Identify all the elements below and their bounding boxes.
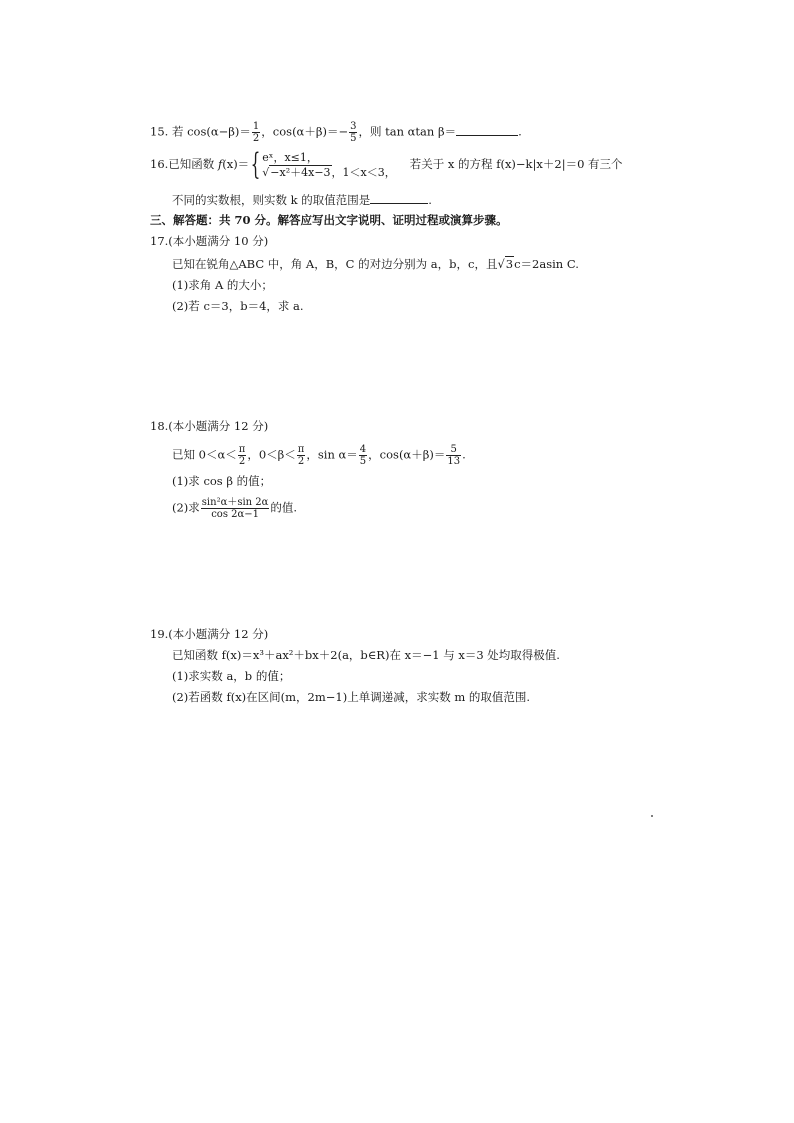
q16-text-c: 若关于 x 的方程 f(x)−k|x＋2|＝0 有三个 (409, 157, 623, 171)
q17-part-2: (2)若 c＝3，b＝4，求 a. (172, 299, 304, 313)
q18-heading: 18.(本小题满分 12 分) (150, 419, 269, 433)
q18-stem-5: . (462, 447, 466, 462)
fraction-numerator: sin²α＋sin 2α (201, 497, 269, 508)
q15-text-2: ，cos(α＋β)＝− (261, 124, 349, 139)
q18-part-2-b: 的值. (270, 500, 298, 515)
q16-answer-blank[interactable] (370, 192, 428, 204)
q19-part-1: (1)求实数 a，b 的值； (172, 669, 291, 683)
fraction-denominator: 13 (447, 456, 461, 467)
fraction-denominator: 5 (350, 133, 357, 144)
q17-stem (172, 256, 579, 272)
q18-part-2-fraction (201, 497, 270, 520)
q18-part-1: (1)求 cos β 的值； (172, 474, 272, 488)
q19-heading: 19.(本小题满分 12 分) (150, 627, 269, 641)
fraction-numerator: π (297, 444, 305, 455)
q15-number: 15. (150, 124, 169, 139)
q16-period: . (428, 193, 432, 207)
fraction-denominator: 2 (238, 456, 246, 467)
fraction-numerator: 4 (359, 444, 367, 455)
q18-fraction-5-13 (446, 444, 461, 467)
q18-part-2-a: (2)求 (172, 500, 200, 515)
q18-fraction-pi-2a (238, 444, 247, 467)
sqrt-icon: √ (497, 257, 505, 271)
q17-stem-b: c＝2asin C. (514, 257, 579, 271)
q15-answer-blank[interactable] (456, 124, 518, 136)
fraction-denominator: cos 2α−1 (211, 509, 259, 520)
q19-part-2: (2)若函数 f(x)在区间(m，2m−1)上单调递减，求实数 m 的取值范围. (172, 690, 531, 704)
q18-stem-1: 已知 0＜α＜ (172, 447, 237, 462)
fraction-denominator: 2 (297, 456, 305, 467)
question-15 (150, 121, 522, 144)
fraction-denominator: 2 (252, 133, 260, 144)
q16-radicand: −x²＋4x−3 (270, 166, 331, 179)
q16-case-1: eˣ，x≤1， (262, 151, 318, 164)
q16-case-2-cond: ，1＜x＜3， (331, 166, 396, 179)
fraction-numerator: π (238, 444, 246, 455)
q16-text-a: 已知函数 (168, 157, 218, 171)
q15-text-1: α−β)＝ (210, 124, 251, 139)
q18-stem-4: ，cos(α＋β)＝ (368, 447, 446, 462)
q18-stem (172, 444, 466, 467)
q18-stem-2: ，0＜β＜ (247, 447, 296, 462)
fraction-denominator: 5 (359, 456, 367, 467)
q18-fraction-pi-2b (297, 444, 306, 467)
q17-part-1: (1)求角 A 的大小； (172, 278, 273, 292)
fraction-numerator: 5 (446, 444, 461, 456)
fraction-numerator: 1 (252, 121, 260, 132)
q18-part-2 (172, 497, 297, 520)
q15-text-prefix: 若 cos( (171, 124, 211, 139)
section-3-heading: 三、解答题：共 70 分。解答应写出文字说明、证明过程或演算步骤。 (150, 213, 508, 227)
q15-period: . (518, 124, 522, 139)
q16-case-2 (262, 165, 395, 180)
q16-line-2-text: 不同的实数根，则实数 k 的取值范围是 (172, 193, 371, 207)
q16-f: f (217, 157, 223, 171)
q18-fraction-4-5 (359, 444, 367, 467)
q15-fraction-2 (349, 121, 357, 144)
question-16 (150, 147, 623, 182)
q18-stem-3: ，sin α＝ (306, 447, 358, 462)
q17-sqrt-value: 3 (505, 257, 514, 271)
q15-text-3: ，则 tan αtan β＝ (358, 124, 457, 139)
scan-speck (651, 815, 653, 817)
left-brace-icon: { (250, 147, 261, 182)
sqrt-icon: √ (262, 166, 270, 179)
q15-fraction-1 (252, 121, 260, 144)
q19-stem: 已知函数 f(x)＝x³＋ax²＋bx＋2(a，b∈R)在 x＝−1 与 x＝3 处均取得极值. (172, 648, 560, 662)
q17-stem-a: 已知在锐角△ABC 中，角 A，B，C 的对边分别为 a，b，c，且 (172, 257, 498, 271)
q17-heading: 17.(本小题满分 10 分) (150, 234, 269, 248)
q16-number: 16. (150, 157, 169, 171)
question-16-line-2 (172, 192, 432, 208)
q16-piecewise-cases (262, 150, 395, 180)
fraction-numerator: 3 (350, 121, 357, 132)
q16-text-b: (x)＝ (222, 157, 250, 171)
